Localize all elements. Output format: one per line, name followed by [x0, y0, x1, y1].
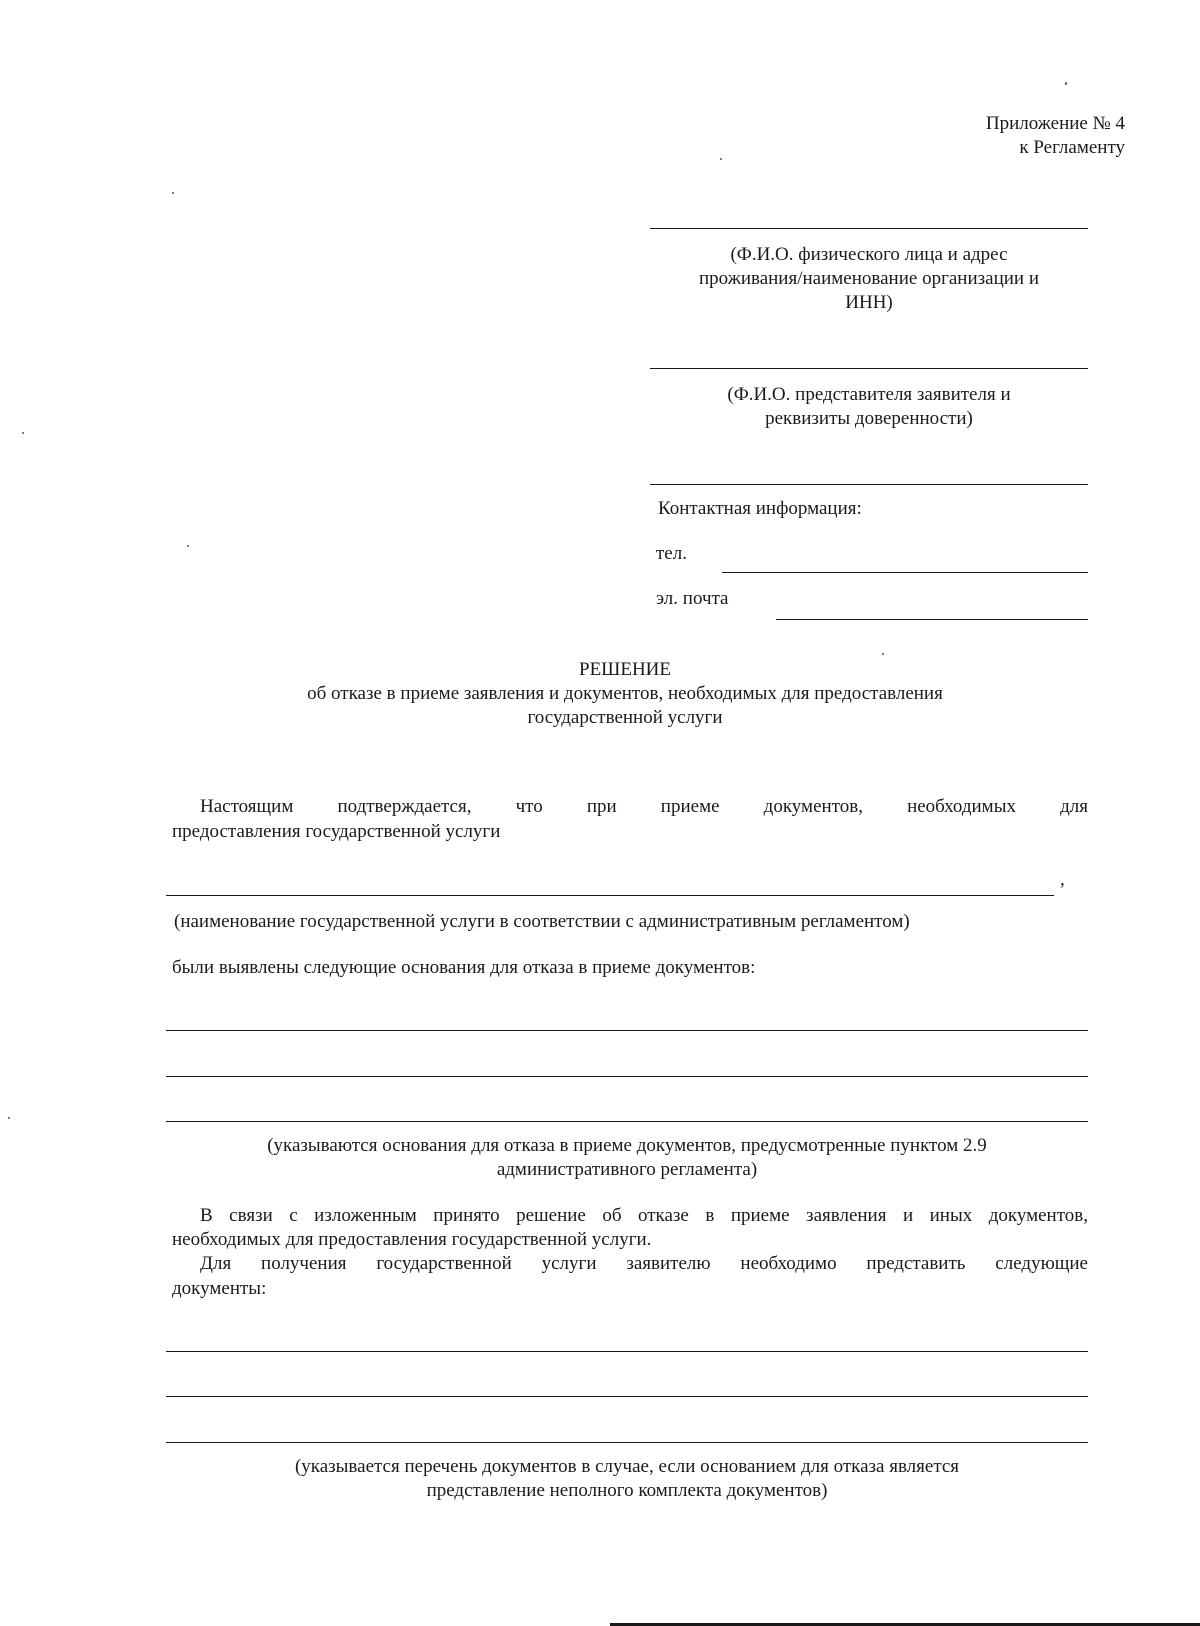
appendix-number: Приложение № 4 [985, 113, 1125, 134]
required-line-1: Для получения государственной услуги заявителю необходимо представить следующие [200, 1253, 1088, 1274]
grounds-line-3[interactable] [166, 1121, 1088, 1122]
grounds-intro: были выявлены следующие основания для отказа в приеме документов: [172, 957, 756, 978]
scan-speck [1065, 82, 1067, 85]
decision-subtitle-line: государственной услуги [527, 707, 723, 728]
phone-field[interactable] [722, 572, 1088, 573]
grounds-caption-line: (указываются основания для отказа в приеме документов, предусмотренные пунктом 2.9 [267, 1135, 987, 1156]
intro-line-2: предоставления государственной услуги [172, 821, 501, 842]
contacts-top-line [650, 484, 1088, 485]
applicant-caption-line: проживания/наименование организации и [699, 268, 1039, 289]
documents-line-3[interactable] [166, 1442, 1088, 1443]
documents-line-1[interactable] [166, 1351, 1088, 1352]
applicant-line[interactable] [650, 228, 1088, 229]
documents-caption-line: (указывается перечень документов в случае, если основанием для отказа является [294, 1456, 960, 1477]
grounds-line-2[interactable] [166, 1076, 1088, 1077]
applicant-caption [650, 243, 1088, 315]
scan-speck [8, 1117, 10, 1119]
representative-caption-line: (Ф.И.О. представителя заявителя и [727, 384, 1011, 405]
documents-line-2[interactable] [166, 1396, 1088, 1397]
decision-title: РЕШЕНИЕ [579, 659, 671, 680]
scan-speck [22, 432, 24, 434]
representative-line[interactable] [650, 368, 1088, 369]
scan-speck [720, 158, 722, 160]
documents-caption-line: представление неполного комплекта документов) [426, 1480, 828, 1501]
decision-heading [160, 658, 1090, 730]
intro-line-1: Настоящим подтверждается, что при приеме документов, необходимых для [200, 796, 1088, 817]
contacts-label: Контактная информация: [658, 498, 862, 519]
applicant-caption-line: (Ф.И.О. физического лица и адрес [730, 244, 1008, 265]
email-field[interactable] [776, 619, 1088, 620]
service-caption: (наименование государственной услуги в соответствии с административным регламентом) [174, 911, 910, 932]
conclusion-line-1: В связи с изложенным принято решение об отказе в приеме заявления и иных документов, [200, 1205, 1088, 1226]
grounds-caption-line: административного регламента) [496, 1159, 758, 1180]
representative-caption [650, 383, 1088, 431]
phone-label: тел. [656, 543, 687, 564]
appendix-regulation: к Регламенту [1019, 137, 1125, 158]
service-name-line[interactable] [166, 895, 1054, 896]
service-name-comma: , [1060, 869, 1065, 890]
appendix-header [800, 112, 1125, 160]
applicant-caption-line: ИНН) [845, 292, 893, 313]
email-label: эл. почта [656, 588, 729, 609]
decision-subtitle-line: об отказе в приеме заявления и документов, необходимых для предоставления [307, 683, 943, 704]
conclusion-line-2: необходимых для предоставления государственной услуги. [172, 1229, 652, 1250]
grounds-line-1[interactable] [166, 1030, 1088, 1031]
scan-speck [187, 545, 189, 547]
representative-caption-line: реквизиты доверенности) [765, 408, 973, 429]
required-line-2: документы: [172, 1278, 267, 1299]
scan-speck [172, 192, 174, 194]
grounds-caption [166, 1134, 1088, 1182]
documents-caption [166, 1455, 1088, 1503]
scan-speck [882, 653, 884, 655]
